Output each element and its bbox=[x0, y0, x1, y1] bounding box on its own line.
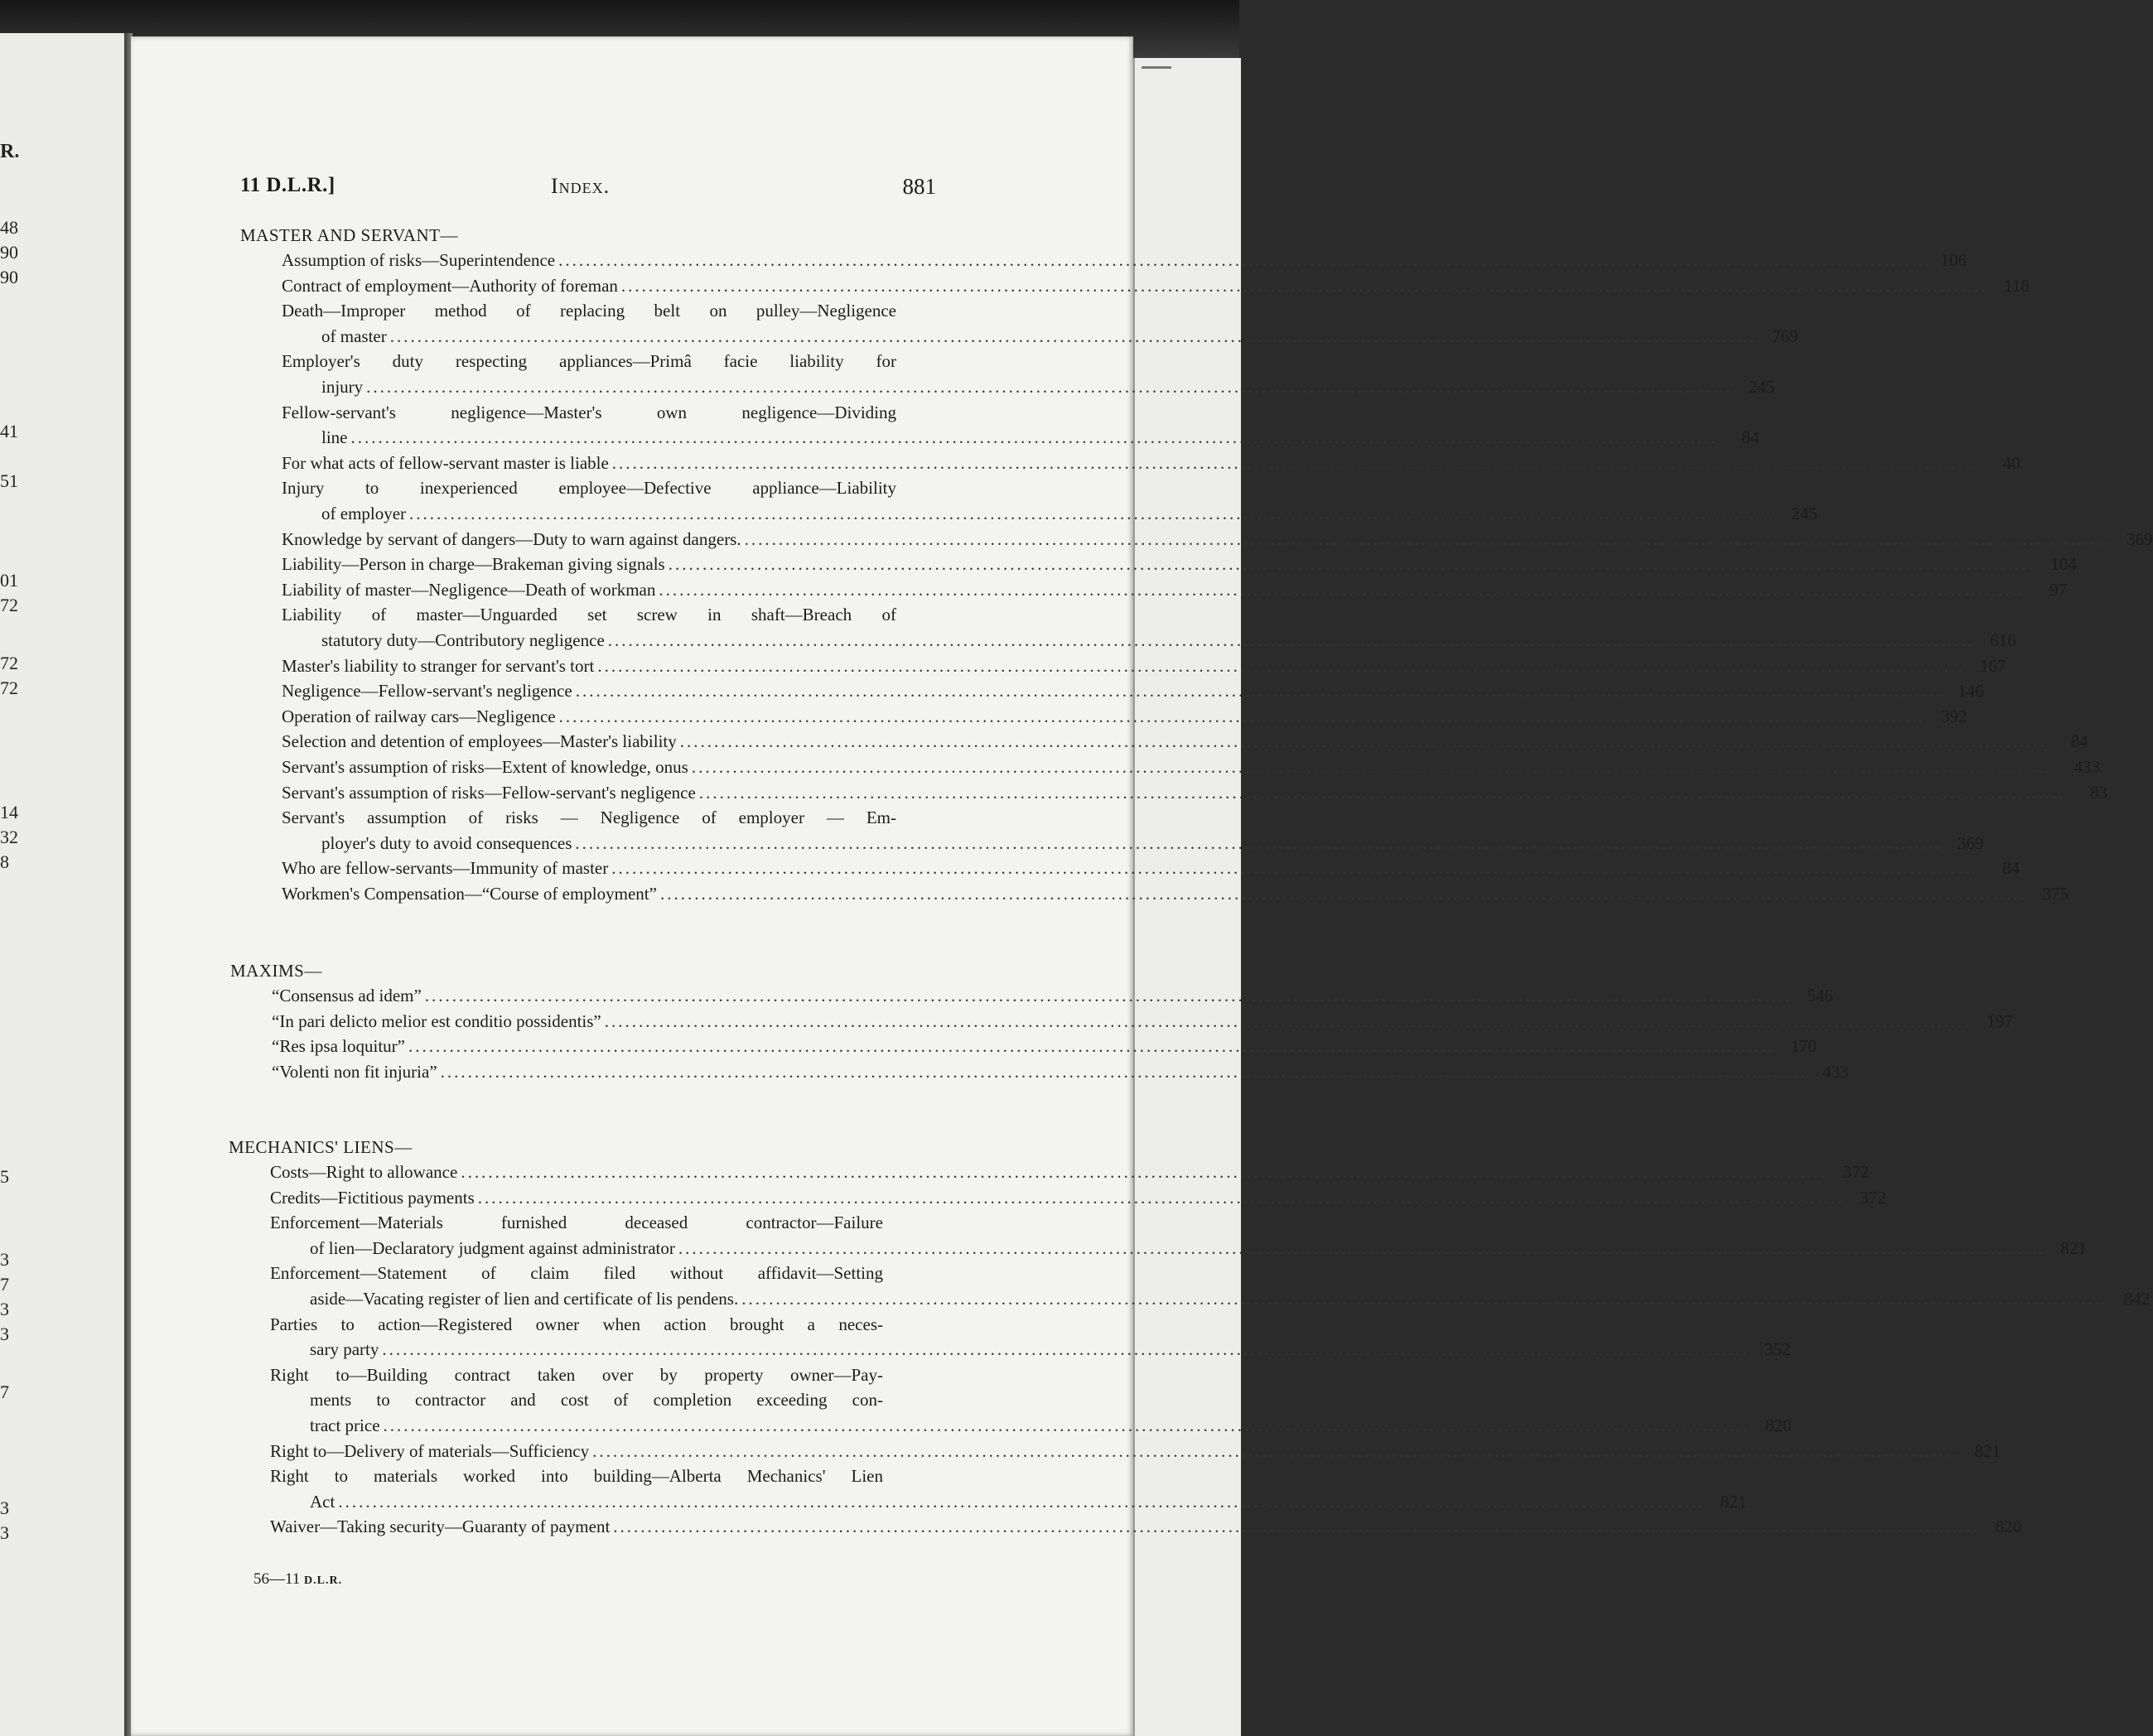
entry-continuation bbox=[310, 1490, 1747, 1513]
index-entry bbox=[270, 1186, 1886, 1209]
entry-continuation-text: sary party bbox=[310, 1339, 379, 1360]
page-reference: 352 bbox=[1764, 1339, 1791, 1360]
page-reference: 146 bbox=[1957, 681, 1984, 702]
section-heading: MECHANICS' LIENS— bbox=[229, 1137, 413, 1157]
entry-text: Enforcement—Statement of claim filed without affidavit—Setting bbox=[270, 1263, 883, 1284]
page-reference: 106 bbox=[1940, 250, 1967, 270]
leader-dots: ........................................................................................................................................................................................................ bbox=[611, 858, 1979, 879]
leader-dots: ........................................................................................................................................................................................................ bbox=[382, 1339, 1750, 1360]
leader-dots: ........................................................................................................................................................................................................ bbox=[668, 554, 2035, 575]
page-reference: 84 bbox=[1741, 427, 1760, 448]
leader-dots: ........................................................................................................................................................................................................ bbox=[741, 1289, 2109, 1309]
page-footer bbox=[253, 1570, 342, 1589]
leader-dots: ........................................................................................................................................................................................................ bbox=[679, 731, 2047, 752]
entry-text: Contract of employment—Authority of foreman bbox=[282, 275, 618, 296]
index-entry bbox=[282, 755, 2100, 779]
entry-continuation bbox=[310, 1414, 1792, 1437]
index-entry bbox=[270, 1261, 883, 1285]
leader-dots: ........................................................................................................................................................................................................ bbox=[408, 1036, 1775, 1057]
left-page-fragment: 3 bbox=[0, 1299, 9, 1319]
entry-text: Injury to inexperienced employee—Defective appliance—Liability bbox=[282, 478, 896, 499]
page-reference: 170 bbox=[1790, 1036, 1817, 1057]
index-entry bbox=[282, 528, 2153, 551]
index-entry bbox=[282, 603, 896, 626]
page-reference: 369 bbox=[2126, 528, 2153, 549]
entry-text: Parties to action—Registered owner when action brought a neces- bbox=[270, 1314, 883, 1334]
entry-continuation-text: line bbox=[321, 427, 348, 448]
entry-text: Liability—Person in charge—Brakeman giving signals bbox=[282, 554, 665, 575]
leader-dots: ........................................................................................................................................................................................................ bbox=[383, 1415, 1750, 1435]
running-header bbox=[240, 174, 936, 207]
leader-dots: ........................................................................................................................................................................................................ bbox=[620, 275, 1988, 296]
leader-dots: ........................................................................................................................................................................................................ bbox=[558, 706, 1926, 726]
index-entry bbox=[282, 299, 896, 322]
entry-text: Servant's assumption of risks — Negligence of employer — Em- bbox=[282, 808, 896, 828]
index-entry bbox=[282, 882, 2069, 905]
leader-dots: ........................................................................................................................................................................................................ bbox=[477, 1187, 1845, 1208]
entry-text: Master's liability to stranger for servant's tort bbox=[282, 655, 595, 676]
left-page-fragment: 14 bbox=[0, 802, 18, 822]
entry-text: Who are fellow-servants—Immunity of master bbox=[282, 858, 609, 879]
index-entry bbox=[270, 1160, 1870, 1184]
left-page-fragment: 72 bbox=[0, 653, 18, 673]
left-page-fragment: 7 bbox=[0, 1274, 9, 1295]
index-entry bbox=[282, 705, 1967, 728]
entry-continuation-text: of lien—Declaratory judgment against administrator bbox=[310, 1237, 675, 1258]
leader-dots: ........................................................................................................................................................................................................ bbox=[659, 579, 2026, 600]
leader-dots: ........................................................................................................................................................................................................ bbox=[575, 832, 1943, 853]
entry-continuation-text: statutory duty—Contributory negligence bbox=[321, 630, 605, 650]
leader-dots: ........................................................................................................................................................................................................ bbox=[389, 326, 1757, 346]
entry-text: Liability of master—Negligence—Death of workman bbox=[282, 579, 656, 600]
index-entry bbox=[270, 1464, 883, 1488]
index-entry bbox=[282, 730, 2088, 753]
index-entry bbox=[270, 1313, 883, 1336]
entry-text: Costs—Right to allowance bbox=[270, 1162, 458, 1182]
leader-dots: ........................................................................................................................................................................................................ bbox=[744, 528, 2112, 549]
entry-continuation bbox=[321, 832, 1984, 855]
leader-dots: ........................................................................................................................................................................................................ bbox=[366, 377, 1734, 397]
entry-text: Assumption of risks—Superintendence bbox=[282, 250, 556, 270]
left-page-fragment: 3 bbox=[0, 1522, 9, 1543]
index-entry bbox=[282, 856, 2020, 880]
index-entry bbox=[282, 476, 896, 499]
left-page-fragment: 48 bbox=[0, 217, 18, 238]
leader-dots: ........................................................................................................................................................................................................ bbox=[678, 1237, 2045, 1258]
page-reference: 616 bbox=[1990, 630, 2016, 650]
entry-continuation bbox=[321, 502, 1818, 525]
entry-text: Enforcement—Materials furnished deceased contractor—Failure bbox=[270, 1213, 883, 1233]
leader-dots: ........................................................................................................................................................................................................ bbox=[575, 681, 1943, 702]
left-page-fragment: 3 bbox=[0, 1324, 9, 1344]
leader-dots: ........................................................................................................................................................................................................ bbox=[338, 1491, 1706, 1512]
page-reference: 197 bbox=[1986, 1010, 2013, 1031]
leader-dots: ........................................................................................................................................................................................................ bbox=[350, 427, 1718, 448]
index-entry bbox=[282, 274, 2030, 297]
entry-continuation bbox=[321, 325, 1798, 348]
left-page-fragment: 3 bbox=[0, 1249, 9, 1270]
index-entry bbox=[270, 1363, 883, 1386]
leader-dots: ........................................................................................................................................................................................................ bbox=[409, 504, 1777, 523]
index-entry bbox=[270, 1211, 883, 1234]
page-reference: 84 bbox=[2002, 858, 2020, 879]
page-reference: 97 bbox=[2049, 579, 2068, 600]
entry-text: Employer's duty respecting appliances—Primâ facie liability for bbox=[282, 351, 896, 372]
entry-continuation-text: tract price bbox=[310, 1415, 380, 1435]
left-page-fragment: 3 bbox=[0, 1497, 9, 1518]
entry-text: “Volenti non fit injuria” bbox=[272, 1061, 437, 1082]
index-entry bbox=[282, 451, 2020, 475]
entry-continuation-text: ployer's duty to avoid consequences bbox=[321, 832, 572, 853]
page-reference: 104 bbox=[2050, 554, 2077, 575]
index-entry bbox=[282, 578, 2068, 601]
index-entry bbox=[270, 1439, 2001, 1463]
leader-dots: ........................................................................................................................................................................................................ bbox=[558, 250, 1926, 270]
entry-continuation-text: of master bbox=[321, 326, 387, 346]
index-entry bbox=[272, 984, 1833, 1007]
entry-text: Death—Improper method of replacing belt on pulley—Negligence bbox=[282, 301, 896, 321]
left-page-fragment: 41 bbox=[0, 421, 18, 441]
left-page-fragment: 51 bbox=[0, 470, 18, 491]
page-reference: 83 bbox=[2089, 782, 2107, 803]
signature-mark: 56—11 bbox=[253, 1570, 301, 1588]
index-entry bbox=[272, 1060, 1849, 1083]
entry-text: Workmen's Compensation—“Course of employment” bbox=[282, 884, 657, 904]
entry-continuation bbox=[310, 1237, 2087, 1260]
page-reference: 40 bbox=[2002, 452, 2020, 473]
page-reference: 392 bbox=[1941, 706, 1967, 726]
entry-text: Waiver—Taking security—Guaranty of payment bbox=[270, 1517, 611, 1537]
page-reference: 372 bbox=[1860, 1187, 1886, 1208]
page-number: 881 bbox=[902, 174, 936, 199]
leader-dots: ........................................................................................................................................................................................................ bbox=[613, 1517, 1981, 1537]
page-reference: 375 bbox=[2042, 884, 2069, 904]
left-page-fragment: 90 bbox=[0, 267, 18, 287]
leader-dots: ........................................................................................................................................................................................................ bbox=[691, 757, 2059, 777]
entry-continuation-text: ments to contractor and cost of completion exceeding con- bbox=[310, 1390, 883, 1410]
entry-text: Right to—Delivery of materials—Sufficiency bbox=[270, 1440, 590, 1461]
entry-text: For what acts of fellow-servant master is liable bbox=[282, 452, 609, 473]
footer-abbr: D.L.R. bbox=[304, 1574, 343, 1587]
entry-text: Servant's assumption of risks—Extent of knowledge, onus bbox=[282, 757, 688, 777]
page-title: Index. bbox=[551, 174, 611, 198]
section-heading: MASTER AND SERVANT— bbox=[240, 225, 458, 245]
page-reference: 769 bbox=[1772, 326, 1798, 346]
entry-text: Operation of railway cars—Negligence bbox=[282, 706, 556, 726]
entry-text: Credits—Fictitious payments bbox=[270, 1187, 475, 1208]
leader-dots: ........................................................................................................................................................................................................ bbox=[440, 1061, 1808, 1082]
entry-text: “In pari delicto melior est conditio possidentis” bbox=[272, 1010, 601, 1031]
index-entry bbox=[282, 806, 896, 829]
entry-continuation bbox=[321, 629, 2016, 652]
index-entry bbox=[282, 552, 2077, 576]
leader-dots: ........................................................................................................................................................................................................ bbox=[592, 1440, 1960, 1461]
page-reference: 821 bbox=[1974, 1440, 2001, 1461]
page-reference: 821 bbox=[1720, 1491, 1747, 1512]
page-reference: 245 bbox=[1791, 504, 1818, 523]
page-reference: 820 bbox=[1765, 1415, 1792, 1435]
index-entry bbox=[272, 1010, 2013, 1033]
left-page-fragment: 8 bbox=[0, 851, 9, 872]
leader-dots: ........................................................................................................................................................................................................ bbox=[461, 1162, 1828, 1182]
volume-label: 11 D.L.R.] bbox=[240, 174, 336, 196]
entry-text: “Res ipsa loquitur” bbox=[272, 1036, 405, 1057]
left-page-fragment: 01 bbox=[0, 570, 18, 591]
left-page-fragment: 90 bbox=[0, 242, 18, 263]
page-reference: 84 bbox=[2070, 731, 2088, 752]
entry-continuation bbox=[310, 1287, 2151, 1310]
entry-text: Right to—Building contract taken over by property owner—Pay- bbox=[270, 1364, 883, 1385]
left-page-fragment: 7 bbox=[0, 1382, 9, 1402]
page-reference: 821 bbox=[2060, 1237, 2087, 1258]
entry-text: Selection and detention of employees—Master's liability bbox=[282, 731, 677, 752]
page-reference: 369 bbox=[1957, 832, 1984, 853]
leader-dots: ........................................................................................................................................................................................................ bbox=[698, 782, 2066, 803]
leader-dots: ........................................................................................................................................................................................................ bbox=[597, 655, 1965, 676]
left-page-fragment: R. bbox=[0, 141, 20, 162]
leader-dots: ........................................................................................................................................................................................................ bbox=[611, 452, 1979, 473]
page-reference: 372 bbox=[1842, 1162, 1870, 1182]
index-entry bbox=[272, 1034, 1817, 1058]
index-entry bbox=[282, 781, 2107, 804]
entry-continuation bbox=[321, 375, 1775, 398]
entry-continuation-text: injury bbox=[321, 377, 364, 397]
entry-continuation-text: Act bbox=[310, 1491, 336, 1512]
page-reference: 820 bbox=[1995, 1517, 2022, 1537]
entry-continuation-text: aside—Vacating register of lien and certificate of lis pendens. bbox=[310, 1289, 739, 1309]
left-page-fragment: 72 bbox=[0, 678, 18, 698]
index-entry bbox=[282, 401, 896, 424]
leader-dots: ........................................................................................................................................................................................................ bbox=[424, 986, 1792, 1005]
left-facing-page bbox=[0, 33, 126, 1736]
entry-text: Liability of master—Unguarded set screw in shaft—Breach of bbox=[282, 605, 896, 625]
section-heading: MAXIMS— bbox=[230, 961, 322, 981]
page-reference: 842 bbox=[2123, 1289, 2151, 1309]
leader-dots: ........................................................................................................................................................................................................ bbox=[607, 630, 1975, 650]
leader-dots: ........................................................................................................................................................................................................ bbox=[659, 884, 2027, 904]
page-reference: 245 bbox=[1748, 377, 1775, 397]
page-reference: 433 bbox=[2073, 757, 2100, 777]
entry-text: Knowledge by servant of dangers—Duty to warn against dangers. bbox=[282, 528, 741, 549]
index-entry bbox=[282, 679, 1984, 702]
entry-text: Negligence—Fellow-servant's negligence bbox=[282, 681, 572, 702]
entry-text: Servant's assumption of risks—Fellow-servant's negligence bbox=[282, 782, 696, 803]
entry-continuation bbox=[310, 1338, 1791, 1361]
entry-continuation bbox=[310, 1388, 883, 1411]
leader-dots: ........................................................................................................................................................................................................ bbox=[604, 1010, 1972, 1031]
entry-text: Fellow-servant's negligence—Master's own negligence—Dividing bbox=[282, 402, 896, 422]
page-reference: 167 bbox=[1979, 655, 2006, 676]
index-entry bbox=[282, 248, 1967, 272]
entry-text: “Consensus ad idem” bbox=[272, 986, 422, 1005]
entry-continuation bbox=[321, 426, 1760, 449]
index-entry bbox=[270, 1515, 2022, 1538]
page-reference: 118 bbox=[2004, 275, 2030, 296]
page-reference: 433 bbox=[1822, 1061, 1849, 1082]
entry-text: Right to materials worked into building—Alberta Mechanics' Lien bbox=[270, 1466, 883, 1487]
entry-continuation-text: of employer bbox=[321, 504, 407, 523]
left-page-fragment: 72 bbox=[0, 595, 18, 615]
page-reference: 546 bbox=[1807, 986, 1833, 1005]
index-entry bbox=[282, 654, 2006, 678]
index-entry bbox=[282, 350, 896, 373]
left-page-fragment: 5 bbox=[0, 1166, 9, 1187]
edge-mark bbox=[1142, 66, 1171, 69]
left-page-fragment: 32 bbox=[0, 827, 18, 847]
